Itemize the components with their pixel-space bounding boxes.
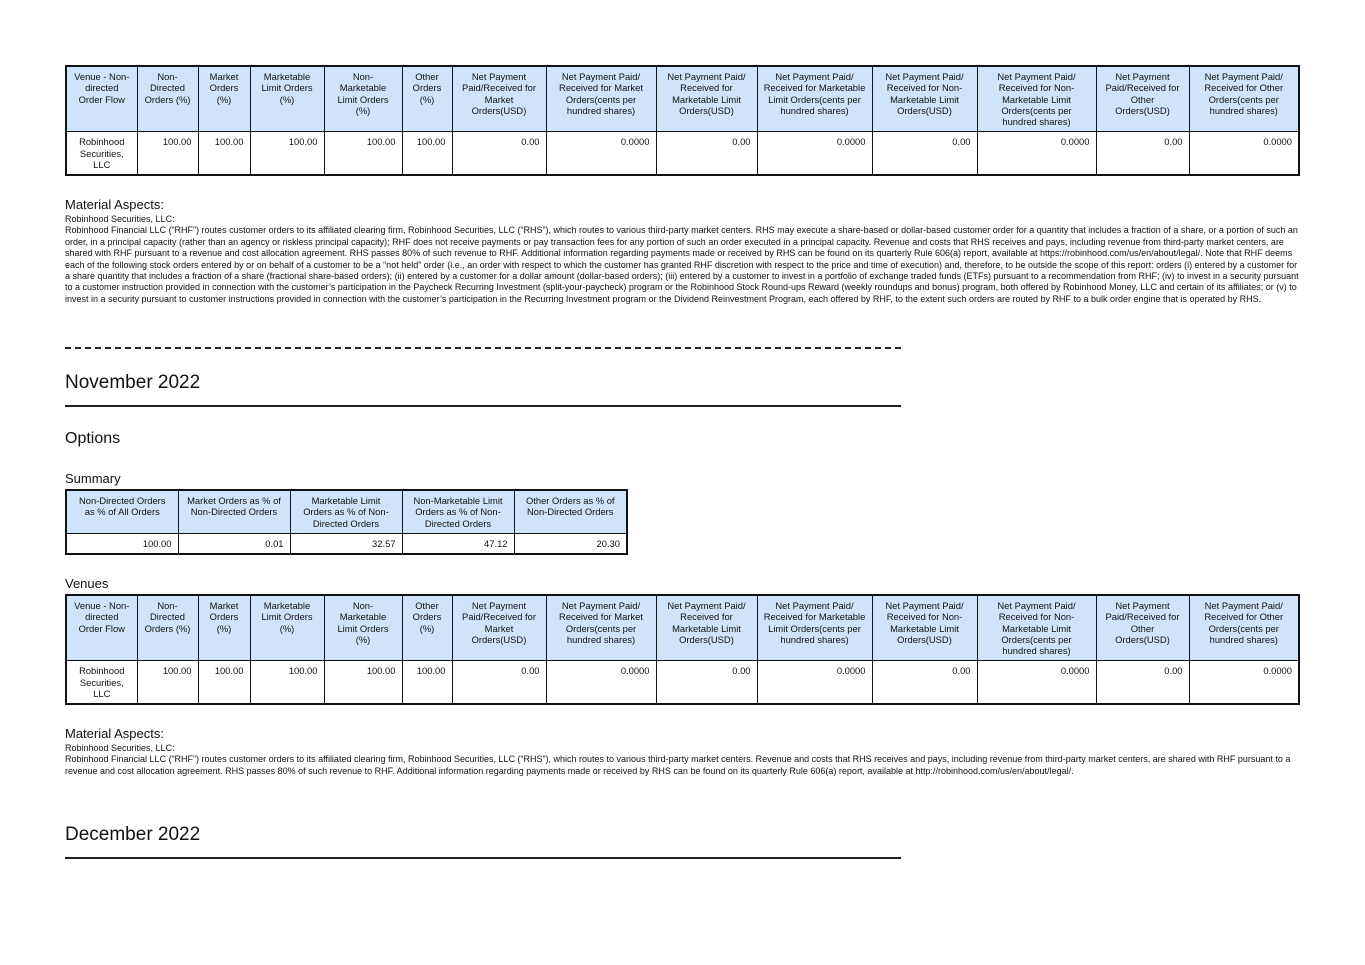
table-cell: 100.00 [402,132,452,175]
table-cell: 0.00 [872,661,977,704]
table-cell: 0.00 [656,132,757,175]
table-cell: 100.00 [250,661,324,704]
col-header: Net Payment Paid/ Received for Market Orders(cents per hundred shares) [546,595,656,661]
col-header: Marketable Limit Orders as % of Non-Directed Orders [290,490,402,533]
table-cell: 100.00 [66,533,178,554]
col-header: Marketable Limit Orders (%) [250,595,324,661]
summary-header-row [66,490,627,533]
material-aspects-text [65,214,1301,305]
table-row [66,661,1299,704]
table-cell: 100.00 [250,132,324,175]
table-row [66,132,1299,175]
venues-header-row [66,595,1299,661]
table-row [66,533,627,554]
table-cell: 0.00 [1096,132,1189,175]
col-header: Non-Marketable Limit Orders (%) [324,595,402,661]
table-cell: 100.00 [198,132,250,175]
material-aspects-body: Robinhood Financial LLC (“RHF”) routes customer orders to its affiliated clearing firm, Robinhood Securities, LLC (“RHS”), which routes to various third-party market centers. Revenue and costs that RHS receives and pays, including revenue from third-party market centers, are shared with RHF pursuant to a revenue and cost allocation agreement. RHS passes 80% of such revenue to RHF. Additional information regarding payments made or received by RHS can be found on its quarterly Rule 606(a) report, available at http://robinhood.com/us/en/about/legal/. [65,754,1291,776]
col-header: Net Payment Paid/ Received for Non-Marketable Limit Orders(USD) [872,66,977,132]
material-aspects-lead: Robinhood Securities, LLC: [65,743,175,753]
material-aspects-heading: Material Aspects: [65,197,164,212]
table-cell: 0.00 [872,132,977,175]
col-header: Net Payment Paid/Received for Other Orders(USD) [1096,595,1189,661]
col-header: Marketable Limit Orders (%) [250,66,324,132]
section-divider [65,347,901,349]
table-cell: 100.00 [324,661,402,704]
col-header: Net Payment Paid/ Received for Marketable Limit Orders(cents per hundred shares) [757,595,872,661]
month-title: December 2022 [65,824,201,845]
col-header: Other Orders (%) [402,66,452,132]
month-rule [65,405,901,407]
table-cell: 0.0000 [1189,661,1299,704]
summary-title: Summary [65,471,121,486]
col-header: Net Payment Paid/ Received for Non-Marketable Limit Orders(cents per hundred shares) [977,66,1096,132]
table-cell: 20.30 [514,533,627,554]
table-cell: 0.0000 [977,132,1096,175]
table-cell: 0.00 [452,661,546,704]
col-header: Net Payment Paid/ Received for Non-Marketable Limit Orders(USD) [872,595,977,661]
col-header: Net Payment Paid/ Received for Marketable Limit Orders(cents per hundred shares) [757,66,872,132]
table-cell: 100.00 [402,661,452,704]
col-header: Non-Directed Orders (%) [137,66,198,132]
table-cell: 0.0000 [546,132,656,175]
col-header: Net Payment Paid/Received for Market Orders(USD) [452,66,546,132]
col-header: Non-Directed Orders as % of All Orders [66,490,178,533]
col-header: Other Orders (%) [402,595,452,661]
col-header: Net Payment Paid/ Received for Market Orders(cents per hundred shares) [546,66,656,132]
table-cell: 0.00 [1096,661,1189,704]
col-header: Market Orders (%) [198,66,250,132]
col-header: Market Orders as % of Non-Directed Orders [178,490,290,533]
col-header: Net Payment Paid/ Received for Marketable Limit Orders(USD) [656,595,757,661]
col-header: Market Orders (%) [198,595,250,661]
venues-table-november [65,594,1300,705]
section-title: Options [65,430,121,447]
material-aspects-heading: Material Aspects: [65,726,164,741]
month-rule [65,857,901,859]
col-header: Net Payment Paid/ Received for Non-Marketable Limit Orders(cents per hundred shares) [977,595,1096,661]
table-cell: 0.0000 [1189,132,1299,175]
table-cell: 0.0000 [757,661,872,704]
venues-title: Venues [65,576,109,591]
col-header: Other Orders as % of Non-Directed Orders [514,490,627,533]
table-cell: 100.00 [198,661,250,704]
col-header: Non-Marketable Limit Orders (%) [324,66,402,132]
venues-header-row [66,66,1299,132]
table-cell: 32.57 [290,533,402,554]
table-cell: 0.00 [452,132,546,175]
col-header: Net Payment Paid/Received for Other Orders(USD) [1096,66,1189,132]
table-cell: 0.0000 [757,132,872,175]
col-header: Net Payment Paid/ Received for Marketable Limit Orders(USD) [656,66,757,132]
col-header: Non-Marketable Limit Orders as % of Non-Directed Orders [402,490,514,533]
col-header: Net Payment Paid/ Received for Other Orders(cents per hundred shares) [1189,595,1299,661]
venue-name-cell: Robinhood Securities, LLC [66,132,137,175]
venue-name-cell: Robinhood Securities, LLC [66,661,137,704]
table-cell: 0.01 [178,533,290,554]
venues-table-top [65,65,1300,176]
col-header: Net Payment Paid/Received for Market Orders(USD) [452,595,546,661]
table-cell: 0.0000 [546,661,656,704]
table-cell: 0.00 [656,661,757,704]
material-aspects-lead: Robinhood Securities, LLC: [65,214,175,224]
table-cell: 100.00 [137,132,198,175]
table-cell: 100.00 [137,661,198,704]
month-title: November 2022 [65,372,201,393]
col-header: Venue - Non-directed Order Flow [66,66,137,132]
material-aspects-text [65,743,1301,777]
table-cell: 0.0000 [977,661,1096,704]
material-aspects-body: Robinhood Financial LLC (“RHF”) routes customer orders to its affiliated clearing firm, Robinhood Securities, LLC (“RHS”), which routes to various third-party market centers. RHS may execute a share-based or dollar-based customer order for a quantity that includes a fraction of a share, or a portion of such an order, in a principal capacity (rather than an agency or riskless principal capacity); RHF does not receive payments or pay transaction fees for any portion of such an order executed in a principal capacity. Revenue and costs that RHS receives and pays, including revenue from third-party market centers, are shared with RHF pursuant to a revenue and cost allocation agreement. RHS passes 80% of such revenue to RHF. Additional information regarding payments made or received by RHS can be found on its quarterly Rule 606(a) report, available at https://robinhood.com/us/en/about/legal/. Note that RHF deems each of the following stock orders entered by or on behalf of a customer to be a “not held” order (i.e., an order with respect to which the customer has granted RHF discretion with respect to the price and time of execution) and, therefore, to be outside the scope of this report: orders (i) entered by a customer for a share quantity that includes a fraction of a share (fractional share-based orders); (ii) entered by a customer for a dollar amount (dollar-based orders); (iii) entered by a customer to invest in a portfolio of exchange traded funds (ETFs) pursuant to a recommendation from RHF; (iv) to invest in a security pursuant to a customer instruction provided in connection with the customer’s participation in the Paycheck Recurring Investment (split-your-paycheck) program or the Robinhood Stock Round-ups Reward (weekly roundups and bonus) program, both offered by Robinhood Money, LLC and certain of its affiliates; or (v) to invest in a security pursuant to customer instructions provided in connection with the customer’s participation in the Recurring Investment program or the Dividend Reinvestment Program, each offered by RHF, to the extent such orders are routed by RHF to a bulk order engine that is operated by RHS. [65,225,1299,304]
table-cell: 47.12 [402,533,514,554]
table-cell: 100.00 [324,132,402,175]
summary-table [65,489,628,555]
col-header: Venue - Non-directed Order Flow [66,595,137,661]
col-header: Non-Directed Orders (%) [137,595,198,661]
col-header: Net Payment Paid/ Received for Other Orders(cents per hundred shares) [1189,66,1299,132]
